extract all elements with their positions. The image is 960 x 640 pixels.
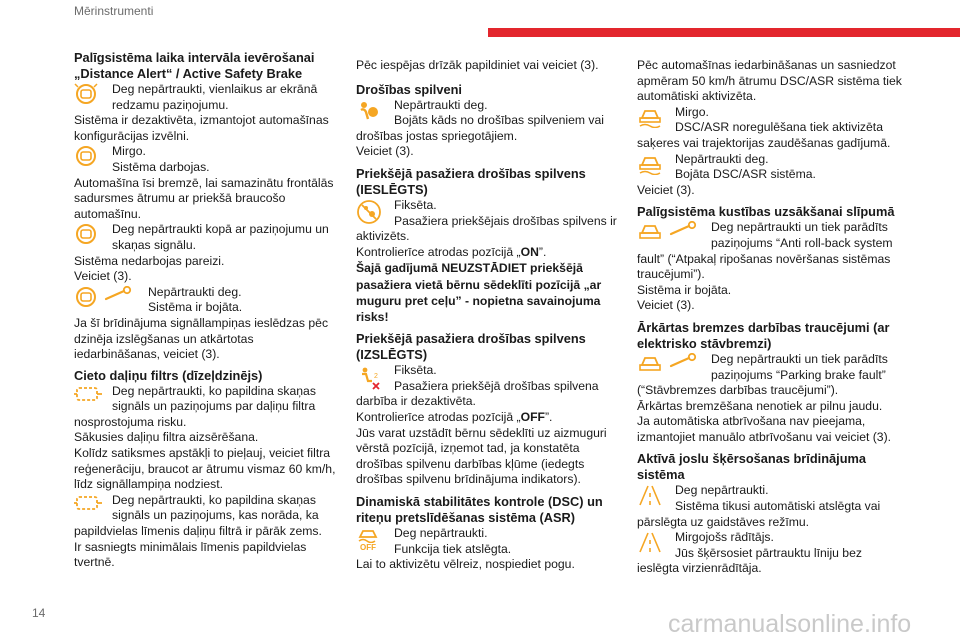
block-text: Nepārtraukti deg. Sistēma ir bojāta. (148, 284, 243, 315)
paragraph: papildvielas līmenis daļiņu filtrā ir pārāk zems. Ir sasniegts minimālais līmenis papildvielas tvertnē. (74, 524, 322, 570)
column-1 (74, 46, 340, 571)
section-title-lane-departure: Aktīvā joslu šķērsošanas brīdinājuma sistēma (637, 451, 867, 483)
paragraph: saķeres vai trajektorijas zaudēšanas gadījumā. (637, 135, 891, 150)
warning-block (637, 483, 907, 514)
text: ”. (538, 244, 547, 259)
paragraph: aktivizēts. (356, 229, 410, 244)
paragraph: Pēc iespējas drīzāk papildiniet vai veiciet (3). (356, 58, 599, 72)
warning-block (637, 530, 907, 561)
section-title-particle-filter: Cieto daļiņu filtrs (dīzeļdzinējs) (74, 367, 263, 383)
running-header: Mērinstrumenti (74, 4, 154, 18)
block-text: Deg nepārtraukti un tiek parādīts paziņojums “Anti roll-back system (711, 220, 893, 250)
text: Kontrolierīce atrodas pozīcijā „ (356, 244, 521, 259)
control-value: ON (520, 244, 539, 259)
paragraph: Automašīna īsi bremzē, lai samazinātu frontālās sadursmes ātrumu ar priekšā braucošo automašīnu. (74, 175, 334, 221)
section-title-passenger-airbag-on: Priekšējā pasažiera drošības spilvens (IESLĒGTS) (356, 165, 586, 197)
block-text: Nepārtraukti deg. Bojāta DSC/ASR sistēma. (675, 151, 816, 182)
section-title-dsc-asr: Dinamiskā stabilitātes kontrole (DSC) un riteņu pretslīdēšanas sistēma (ASR) (356, 493, 603, 525)
block-text: Nepārtraukti deg. Bojāts kāds no drošības spilveniem vai (394, 97, 605, 128)
block-text: Deg nepārtraukti un tiek parādīts paziņojums “Parking brake fault” (711, 351, 888, 382)
paragraph: Pēc automašīnas iedarbināšanas un sasniedzot apmēram 50 km/h ātrumu DSC/ASR sistēma tiek automātiski aktivizēta. (637, 58, 902, 104)
car-warning-icon (637, 221, 663, 243)
block-text: Deg nepārtraukti. Funkcija tiek atslēgta. (394, 525, 512, 556)
column-3 (637, 46, 907, 577)
airbag-off-icon (356, 364, 382, 390)
particle-filter-icon (74, 385, 102, 403)
block-text: Mirgo. DSC/ASR noregulēšana tiek aktivizēta (675, 104, 883, 135)
wrench-icon (669, 353, 699, 369)
text: ”. (544, 409, 553, 424)
warning-block (74, 222, 340, 253)
warning-block (637, 152, 907, 183)
block-text: Fiksēta. Pasažiera priekšējā drošības spilvena (394, 363, 599, 393)
block-text: Mirgo. Sistēma darbojas. (112, 144, 210, 174)
section-title-passenger-airbag-off: Priekšējā pasažiera drošības spilvens (IZSLĒGTS) (356, 331, 586, 363)
airbag-on-icon (356, 199, 382, 225)
block-text: Deg nepārtraukti. Sistēma tikusi automātiski atslēgta vai (675, 483, 881, 514)
section-title-hill-start: Palīgsistēma kustības uzsākšanai slīpumā (637, 204, 895, 220)
warning-block (637, 105, 907, 136)
lane-departure-icon (637, 531, 663, 553)
block-text: Fiksēta. Pasažiera priekšējais drošības spilvens ir (394, 197, 617, 228)
paragraph: (“Stāvbremzes darbības traucējumi”). Ārkārtas bremzēšana nenotiek ar pilnu jaudu. Ja automātiska atbrīvošana nav pieejama, izmantojiet manuālo atbrīvošanu vai veiciet (3). (637, 383, 892, 444)
airbag-icon (356, 99, 380, 123)
control-position-line (356, 410, 618, 426)
collision-alert-icon (74, 223, 98, 245)
wrench-icon (669, 221, 699, 237)
page-number: 14 (32, 606, 46, 620)
collision-alert-icon (74, 286, 98, 308)
section-title-airbags: Drošības spilveni (356, 81, 462, 97)
wrench-icon (104, 286, 134, 302)
warning-block (74, 285, 340, 316)
control-position-line (356, 245, 618, 261)
block-text: Deg nepārtraukti, vienlaikus ar ekrānā redzamu paziņojumu. (112, 82, 318, 112)
column-2 (356, 46, 618, 573)
warning-block (74, 493, 340, 524)
paragraph: Veiciet (3). (637, 182, 695, 197)
block-text: Deg nepārtraukti kopā ar paziņojumu un skaņas signālu. (112, 222, 329, 252)
section-title-emergency-brake: Ārkārtas bremzes darbības traucējumi (ar elektrisko stāvbremzi) (637, 319, 890, 351)
svg-text:2: 2 (374, 373, 378, 381)
off-icon-label: OFF (360, 542, 376, 552)
paragraph: Lai to aktivizētu vēlreiz, nospiediet pogu. (356, 557, 575, 572)
warning-block (74, 144, 340, 175)
paragraph: fault” (“Atpakaļ ripošanas novēršanas sistēmas traucējumi”). Sistēma ir bojāta. Veiciet (3). (637, 251, 891, 313)
warning-block (637, 220, 907, 251)
block-text: Deg nepārtraukti, ko papildina skaņas signāls un paziņojums, kas norāda, ka (112, 492, 319, 523)
section-title-distance-alert: Palīgsistēma laika intervāla ievērošanai „Distance Alert“ / Active Safety Brake (74, 50, 315, 81)
collision-alert-icon (74, 145, 98, 167)
watermark: carmanualsonline.info (668, 610, 912, 638)
block-text: Mirgojošs rādītājs. Jūs šķērsosiet pārtrauktu līniju bez (675, 530, 862, 560)
paragraph: Ja šī brīdinājuma signāllampiņas ieslēdzas pēc dzinēja izslēgšanas un atkārtotas iedarbināšanas, veiciet (3). (74, 315, 329, 362)
paragraph: Sistēma nedarbojas pareizi. Veiciet (3). (74, 253, 225, 284)
warning-block (74, 384, 340, 415)
control-value: OFF (520, 409, 545, 424)
particle-filter-icon (74, 494, 102, 512)
warning-block (356, 98, 618, 129)
car-warning-icon (637, 353, 663, 375)
collision-alert-icon (74, 83, 98, 105)
paragraph: nosprostojuma risku. Sākusies daļiņu filtra aizsērēšana. Kolīdz satiksmes apstākļi to pieļauj, veiciet filtra reģenerāciju, braucot ar ātrumu vismaz 60 km/h, līdz signāllampiņa nodziest. (74, 414, 336, 492)
lane-departure-icon (637, 484, 663, 506)
warning-block (356, 363, 618, 394)
dsc-off-icon (356, 527, 380, 543)
warning-block (356, 198, 618, 229)
warning-block (637, 352, 907, 383)
chapter-color-bar (488, 28, 960, 37)
warning-paragraph: Šajā gadījumā NEUZSTĀDIET priekšējā pasažiera vietā bērnu sēdeklīti pozīcijā „ar muguru pret ceļu” - nopietna savainojuma risks! (356, 261, 602, 324)
warning-block (356, 526, 618, 557)
dsc-asr-icon (637, 153, 663, 175)
block-text: Deg nepārtraukti, ko papildina skaņas signāls un paziņojums par daļiņu filtra (112, 383, 316, 414)
paragraph: pārslēgta uz gaidstāves režīmu. (637, 514, 810, 529)
dsc-asr-icon (637, 106, 663, 128)
paragraph: drošības jostas spriegotājiem. Veiciet (3). (356, 128, 518, 159)
text: Kontrolierīce atrodas pozīcijā „ (356, 409, 521, 424)
paragraph: darbība ir dezaktivēta. (356, 394, 476, 409)
paragraph: Sistēma ir dezaktivēta, izmantojot automašīnas konfigurācijas izvēlni. (74, 113, 329, 143)
warning-block (74, 82, 340, 113)
paragraph: Jūs varat uzstādīt bērnu sēdeklīti uz aizmuguri vērstā pozīcijā, izņemot tad, ja konstatēta drošības spilvenu darbības kļūme (iedegts drošības spilvenu brīdinājuma indikators). (356, 425, 607, 487)
paragraph: ieslēgta virzienrādītāja. (637, 561, 762, 576)
